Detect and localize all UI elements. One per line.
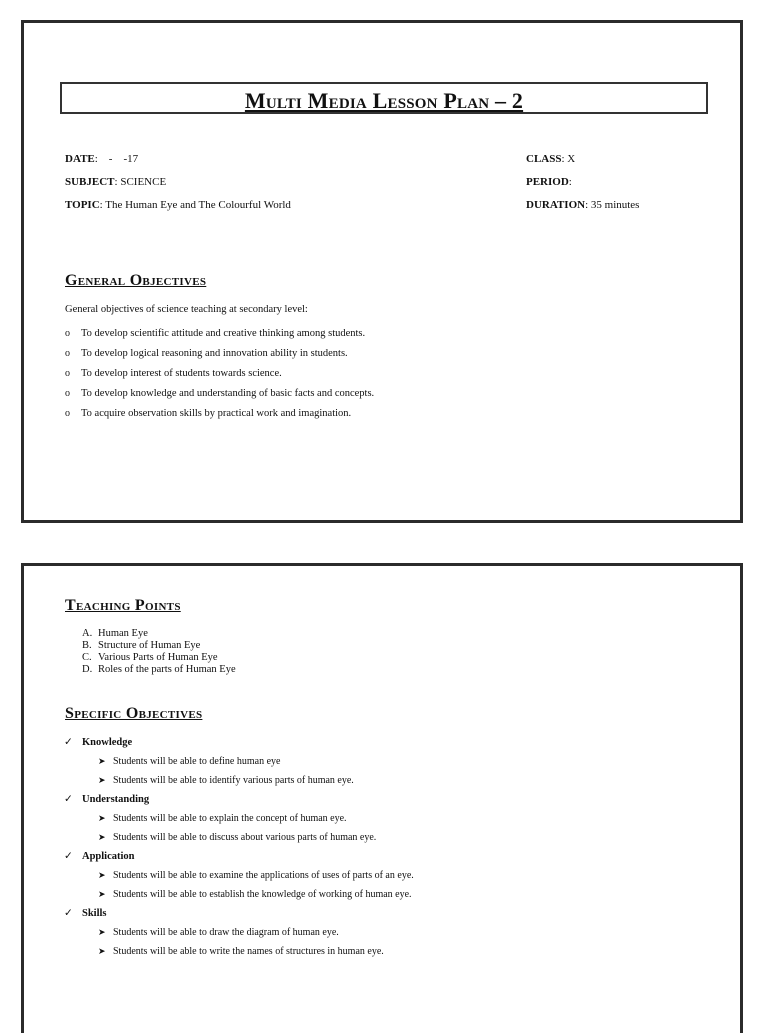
document-title: Multi Media Lesson Plan – 2 [244,88,524,113]
duration-label: DURATION [526,199,586,211]
circle-bullet-icon: o [65,368,70,379]
checkmark-icon: ✓ [64,851,73,862]
arrow-bullet-icon: ➤ [98,756,106,766]
class-value: : X [561,153,576,165]
list-item: ➤ Students will be able to examine the applications of uses of parts of an eye. [64,866,704,885]
list-item: ➤ Students will be able to identify various parts of human eye. [64,771,704,790]
date-value: : - -17 [94,153,139,165]
arrow-bullet-icon: ➤ [98,832,106,842]
circle-bullet-icon: o [65,388,70,399]
list-item: o To develop knowledge and understanding of basic facts and concepts. [65,384,374,404]
specific-objectives-heading: Specific Objectives [65,705,203,722]
list-item: o To develop logical reasoning and innovation ability in students. [65,344,374,364]
arrow-bullet-icon: ➤ [98,813,106,823]
subject-label: SUBJECT [65,176,115,188]
checkmark-icon: ✓ [64,794,73,805]
category-knowledge: ✓ Knowledge [64,733,704,752]
period-value: : [568,176,572,188]
list-item: o To acquire observation skills by practical work and imagination. [65,404,374,424]
topic-label: TOPIC [65,199,100,211]
duration-value: : 35 minutes [585,199,640,211]
general-objectives-list [65,324,374,424]
list-item: ➤ Students will be able to discuss about various parts of human eye. [64,828,704,847]
class-field [526,153,575,165]
date-field [65,153,138,165]
teaching-points-heading: Teaching Points [65,597,181,614]
circle-bullet-icon: o [65,348,70,359]
list-item: C. Various Parts of Human Eye [82,652,218,663]
list-item: ➤ Students will be able to draw the diagram of human eye. [64,923,704,942]
list-item: B. Structure of Human Eye [82,640,201,651]
arrow-bullet-icon: ➤ [98,946,106,956]
topic-field [65,199,291,211]
general-objectives-heading: General Objectives [65,272,207,289]
list-item: o To develop scientific attitude and creative thinking among students. [65,324,374,344]
list-item: o To develop interest of students towards science. [65,364,374,384]
circle-bullet-icon: o [65,408,70,419]
subject-field [65,176,166,188]
arrow-bullet-icon: ➤ [98,927,106,937]
class-label: CLASS [526,153,562,165]
teaching-points-list [82,628,236,676]
arrow-bullet-icon: ➤ [98,870,106,880]
arrow-bullet-icon: ➤ [98,889,106,899]
duration-field [526,199,639,211]
list-item: ➤ Students will be able to establish the knowledge of working of human eye. [64,885,704,904]
title-box [60,82,708,114]
period-label: PERIOD [526,176,569,188]
list-item: D. Roles of the parts of Human Eye [82,664,236,675]
specific-objectives-list [64,733,704,961]
checkmark-icon: ✓ [64,908,73,919]
list-item: ➤ Students will be able to write the names of structures in human eye. [64,942,704,961]
subject-value: : SCIENCE [114,176,167,188]
circle-bullet-icon: o [65,328,70,339]
general-objectives-intro: General objectives of science teaching at secondary level: [65,304,308,315]
period-field [526,176,572,188]
topic-value: : The Human Eye and The Colourful World [99,199,291,211]
list-item: ➤ Students will be able to explain the concept of human eye. [64,809,704,828]
category-understanding: ✓ Understanding [64,790,704,809]
list-item: ➤ Students will be able to define human eye [64,752,704,771]
date-label: DATE [65,153,95,165]
checkmark-icon: ✓ [64,737,73,748]
list-item: A. Human Eye [82,628,148,639]
arrow-bullet-icon: ➤ [98,775,106,785]
category-application: ✓ Application [64,847,704,866]
category-skills: ✓ Skills [64,904,704,923]
